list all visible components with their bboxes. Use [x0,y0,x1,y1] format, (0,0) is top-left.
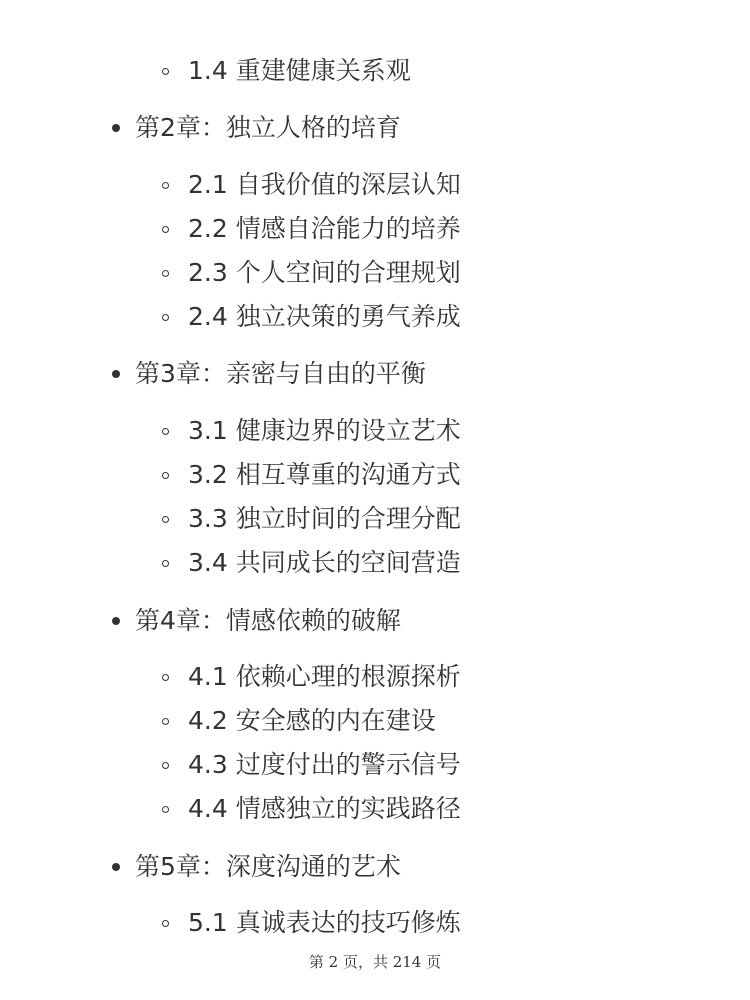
hollow-bullet-icon [162,516,169,523]
section-label: 2.2 情感自洽能力的培养 [188,214,461,243]
hollow-bullet-icon [162,920,169,927]
section-label: 4.2 安全感的内在建设 [188,706,436,735]
hollow-bullet-icon [162,428,169,435]
section-label: 2.1 自我价值的深层认知 [188,170,461,199]
hollow-bullet-icon [162,182,169,189]
hollow-bullet-icon [162,68,169,75]
hollow-bullet-icon [162,314,169,321]
section-label: 3.3 独立时间的合理分配 [188,504,461,533]
section-label: 3.1 健康边界的设立艺术 [188,416,461,445]
section-label: 2.3 个人空间的合理规划 [188,258,461,287]
chapter-label: 第2章：独立人格的培育 [135,113,401,142]
section-label: 3.2 相互尊重的沟通方式 [188,460,461,489]
hollow-bullet-icon [162,560,169,567]
hollow-bullet-icon [162,270,169,277]
filled-bullet-icon [112,124,120,132]
filled-bullet-icon [112,370,120,378]
hollow-bullet-icon [162,762,169,769]
section-label: 1.4 重建健康关系观 [188,56,411,85]
filled-bullet-icon [112,617,120,625]
hollow-bullet-icon [162,674,169,681]
page-number-footer: 第 2 页，共 214 页 [308,953,442,971]
section-label: 4.1 依赖心理的根源探析 [188,662,461,691]
section-label: 5.1 真诚表达的技巧修炼 [188,908,461,937]
section-label: 4.4 情感独立的实践路径 [188,794,461,823]
section-label: 4.3 过度付出的警示信号 [188,750,461,779]
hollow-bullet-icon [162,226,169,233]
chapter-label: 第3章：亲密与自由的平衡 [135,359,426,388]
filled-bullet-icon [112,863,120,871]
chapter-label: 第4章：情感依赖的破解 [135,606,401,635]
hollow-bullet-icon [162,806,169,813]
section-label: 2.4 独立决策的勇气养成 [188,302,461,331]
section-label: 3.4 共同成长的空间营造 [188,548,461,577]
hollow-bullet-icon [162,472,169,479]
hollow-bullet-icon [162,718,169,725]
chapter-label: 第5章：深度沟通的艺术 [135,852,401,881]
